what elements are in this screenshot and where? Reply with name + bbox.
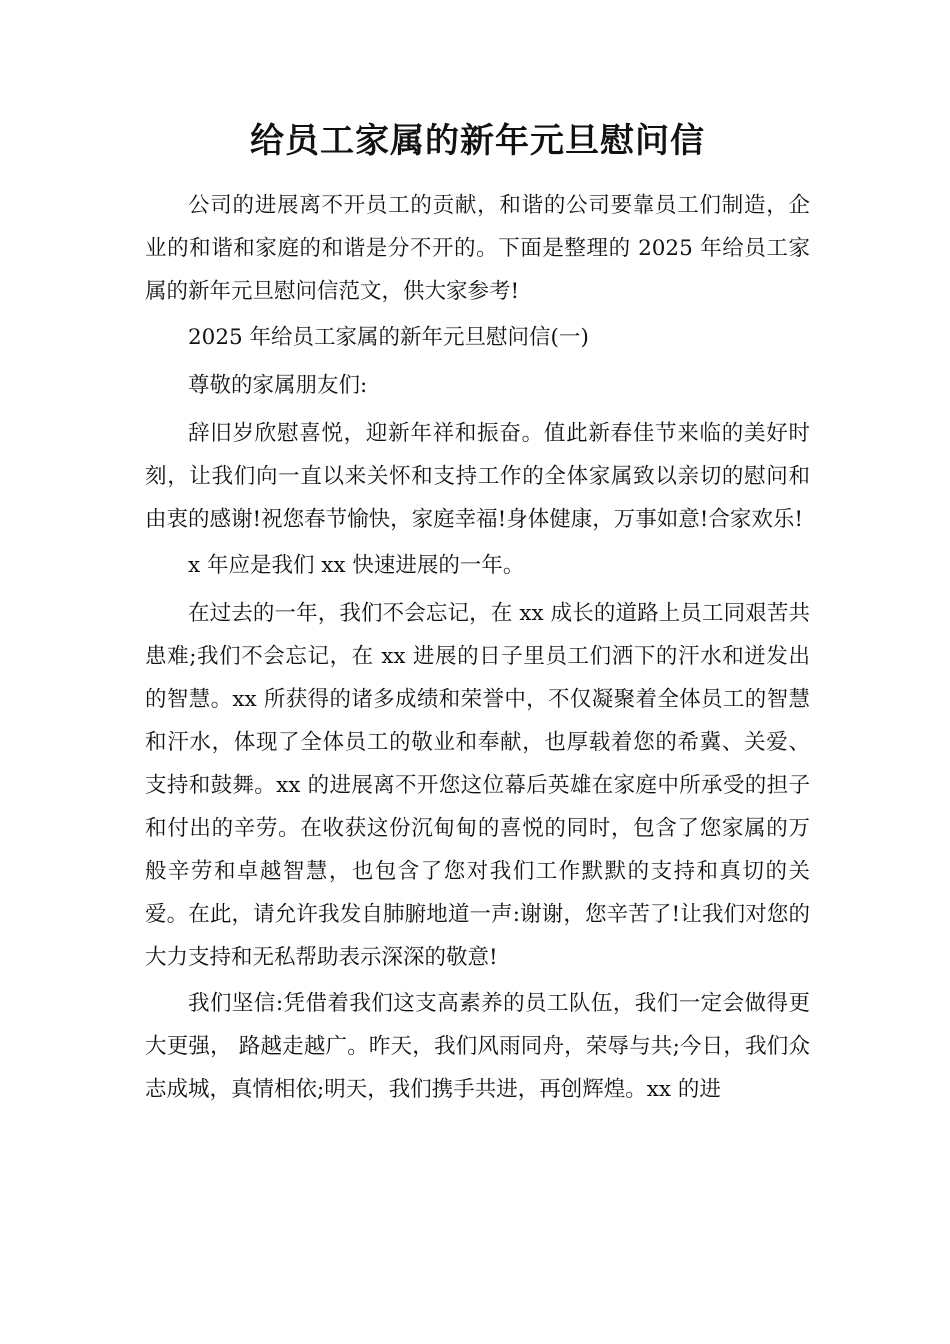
- section-heading: 2025 年给员工家属的新年元旦慰问信(一): [188, 325, 589, 350]
- salutation: 尊敬的家属朋友们:: [188, 373, 368, 398]
- document-title: 给员工家属的新年元旦慰问信: [250, 121, 705, 161]
- intro-paragraph: 公司的进展离不开员工的贡献，和谐的公司要靠员工们制造，企业的和谐和家庭的和谐是分不开的。下面是整理的 2025 年给员工家属的新年元旦慰问信范文，供大家参考!: [145, 193, 810, 304]
- review-paragraph: 在过去的一年，我们不会忘记，在 xx 成长的道路上员工同艰苦共患难;我们不会忘记，在 xx 进展的日子里员工们洒下的汗水和迸发出的智慧。xx 所获得的诸多成绩和荣誉中，不仅凝聚着全体员工的智慧和汗水，体现了全体员工的敬业和奉献，也厚载着您的希冀、关爱、支持和鼓舞。xx 的进展离不开您这位幕后英雄在家庭中所承受的担子和付出的辛劳。在收获这份沉甸甸的喜悦的同时，包含了您家属的万般辛劳和卓越智慧，也包含了您对我们工作默默的支持和真切的关爱。在此，请允许我发自肺腑地道一声:谢谢，您辛苦了!让我们对您的大力支持和无私帮助表示深深的敬意!: [145, 601, 810, 970]
- document-page: [145, 118, 810, 1114]
- greeting-paragraph: 辞旧岁欣慰喜悦，迎新年祥和振奋。值此新春佳节来临的美好时刻，让我们向一直以来关怀和支持工作的全体家属致以亲切的慰问和由衷的感谢!祝您春节愉快，家庭幸福!身体健康，万事如意!合家欢乐!: [145, 421, 810, 532]
- outlook-paragraph: 我们坚信:凭借着我们这支高素养的员工队伍，我们一定会做得更大更强， 路越走越广。昨天，我们风雨同舟，荣辱与共;今日，我们众志成城，真情相依;明天，我们携手共进，再创辉煌。xx 的进: [145, 991, 810, 1102]
- year-paragraph: x 年应是我们 xx 快速进展的一年。: [188, 553, 525, 578]
